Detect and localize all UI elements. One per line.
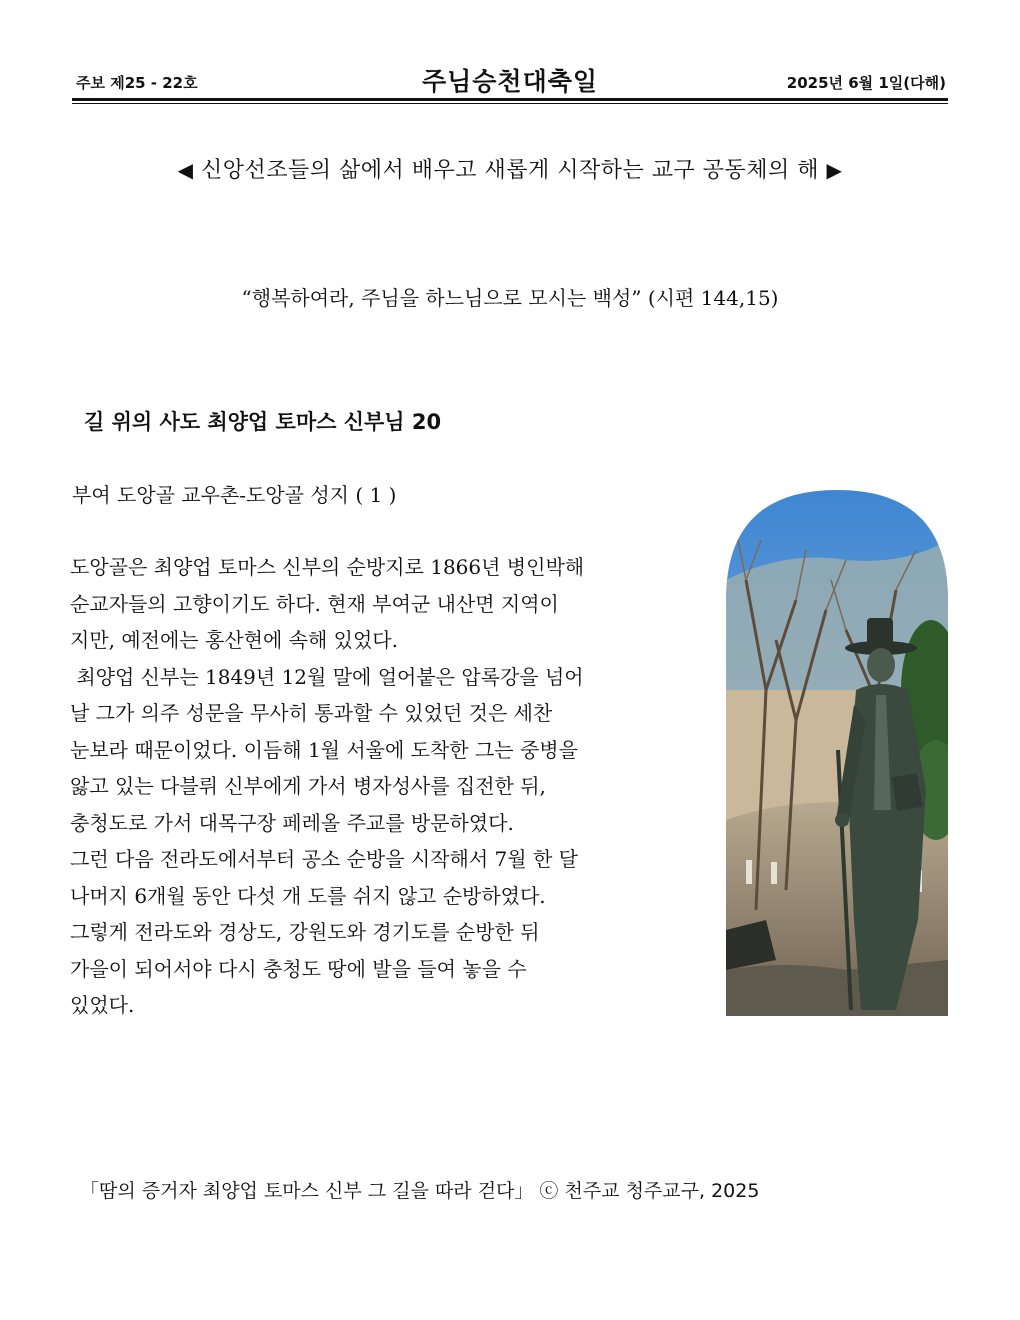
body-line: 지만, 예전에는 홍산현에 속해 있었다. bbox=[70, 628, 398, 652]
header-rule-thick bbox=[72, 98, 948, 101]
source-credit: 「땀의 증거자 최양업 토마스 신부 그 길을 따라 걷다」 ⓒ 천주교 청주교구, 2025 bbox=[80, 1180, 760, 1202]
header-rule-thin bbox=[72, 103, 948, 104]
feast-title: 주님승천대축일 bbox=[421, 67, 599, 96]
body-line: 있었다. bbox=[70, 993, 135, 1017]
body-line: 순교자들의 고향이기도 하다. 현재 부여군 내산면 지역이 bbox=[70, 591, 559, 616]
year-theme-text: 신앙선조들의 삶에서 배우고 새롭게 시작하는 교구 공동체의 해 bbox=[200, 158, 819, 183]
body-line: 충청도로 가서 대목구장 페레올 주교를 방문하였다. bbox=[70, 810, 514, 835]
bible-verse: “행복하여라, 주님을 하느님으로 모시는 백성” (시편 144,15) bbox=[241, 286, 779, 310]
right-triangle-icon: ▶ bbox=[826, 158, 843, 182]
year-theme bbox=[72, 153, 948, 184]
article-body bbox=[70, 549, 710, 1024]
article-subtitle: 부여 도앙골 교우촌-도앙골 성지 ( 1 ) bbox=[72, 483, 397, 507]
body-line: 그렇게 전라도와 경상도, 강원도와 경기도를 순방한 뒤 bbox=[70, 920, 540, 944]
body-line: 날 그가 의주 성문을 무사히 통과할 수 있었던 것은 세찬 bbox=[70, 701, 553, 725]
page-header bbox=[72, 62, 948, 98]
issue-date: 2025년 6월 1일(다해) bbox=[786, 74, 946, 92]
body-line: 도앙골은 최양업 토마스 신부의 순방지로 1866년 병인박해 bbox=[70, 555, 585, 579]
body-line: 앓고 있는 다블뤼 신부에게 가서 병자성사를 집전한 뒤, bbox=[70, 774, 546, 798]
left-triangle-icon: ◀ bbox=[177, 158, 194, 182]
statue-photo bbox=[726, 490, 948, 1016]
body-line: 최양업 신부는 1849년 12월 말에 얼어붙은 압록강을 넘어 bbox=[70, 664, 584, 689]
body-line: 눈보라 때문이었다. 이듬해 1월 서울에 도착한 그는 중병을 bbox=[70, 737, 578, 762]
body-line: 그런 다음 전라도에서부터 공소 순방을 시작해서 7월 한 달 bbox=[70, 847, 578, 871]
statue-photo-illustration bbox=[726, 490, 948, 1016]
issue-number: 주보 제25 - 22호 bbox=[76, 74, 198, 92]
body-line: 나머지 6개월 동안 다섯 개 도를 쉬지 않고 순방하였다. bbox=[70, 883, 546, 908]
article-series-title: 길 위의 사도 최양업 토마스 신부님 20 bbox=[84, 410, 442, 434]
body-line: 가을이 되어서야 다시 충청도 땅에 발을 들여 놓을 수 bbox=[70, 956, 527, 981]
